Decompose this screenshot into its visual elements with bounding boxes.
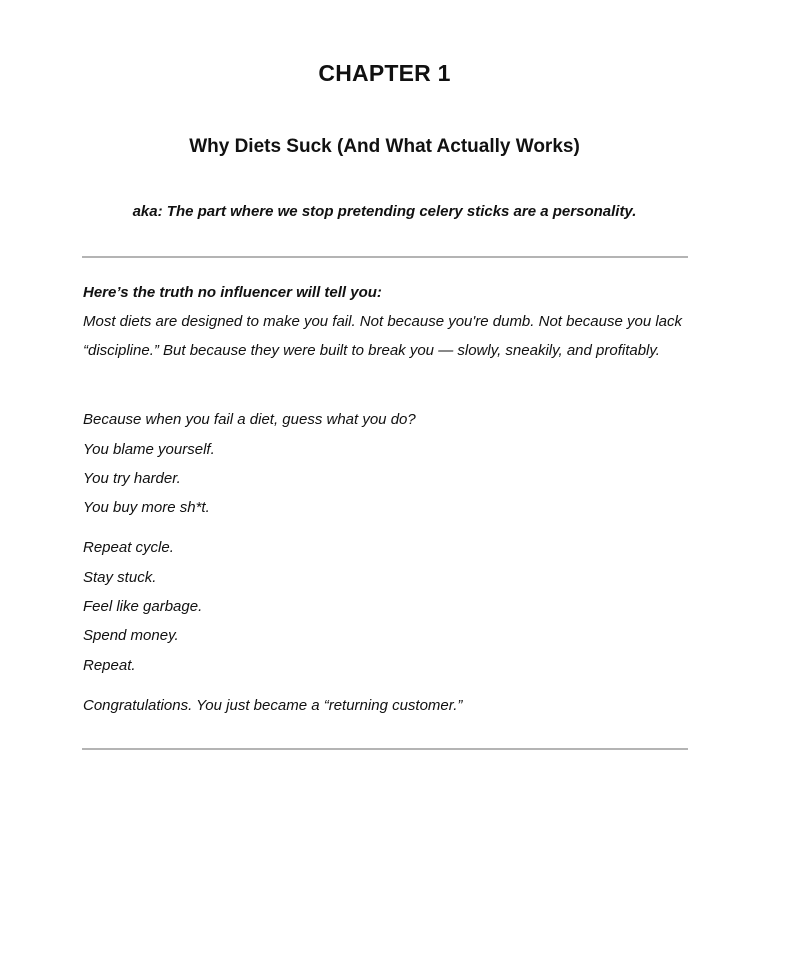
intro-paragraph: Most diets are designed to make you fail. Not because you're dumb. Not because you lack “discipline.” But because they were built to break you — slowly, sneakily, and profitably.	[83, 313, 683, 359]
consequence-line: You buy more sh*t.	[83, 499, 210, 516]
consequence-line: You try harder.	[83, 470, 181, 487]
chapter-label: CHAPTER 1	[318, 60, 451, 86]
cycle-line: Repeat.	[83, 657, 136, 674]
lead-sentence: Here’s the truth no influencer will tell you:	[83, 284, 382, 301]
chapter-tagline: aka: The part where we stop pretending celery sticks are a personality.	[132, 203, 637, 220]
consequence-line: You blame yourself.	[83, 441, 215, 458]
cycle-line: Feel like garbage.	[83, 598, 203, 615]
top-divider	[82, 256, 688, 258]
bottom-divider	[82, 748, 688, 750]
cycle-line: Spend money.	[83, 627, 179, 644]
chapter-title: Why Diets Suck (And What Actually Works)	[189, 136, 580, 157]
cycle-line: Repeat cycle.	[83, 539, 174, 556]
cycle-line: Stay stuck.	[83, 569, 157, 586]
closing-line: Congratulations. You just became a “returning customer.”	[83, 697, 463, 714]
question-line: Because when you fail a diet, guess what you do?	[83, 411, 416, 428]
